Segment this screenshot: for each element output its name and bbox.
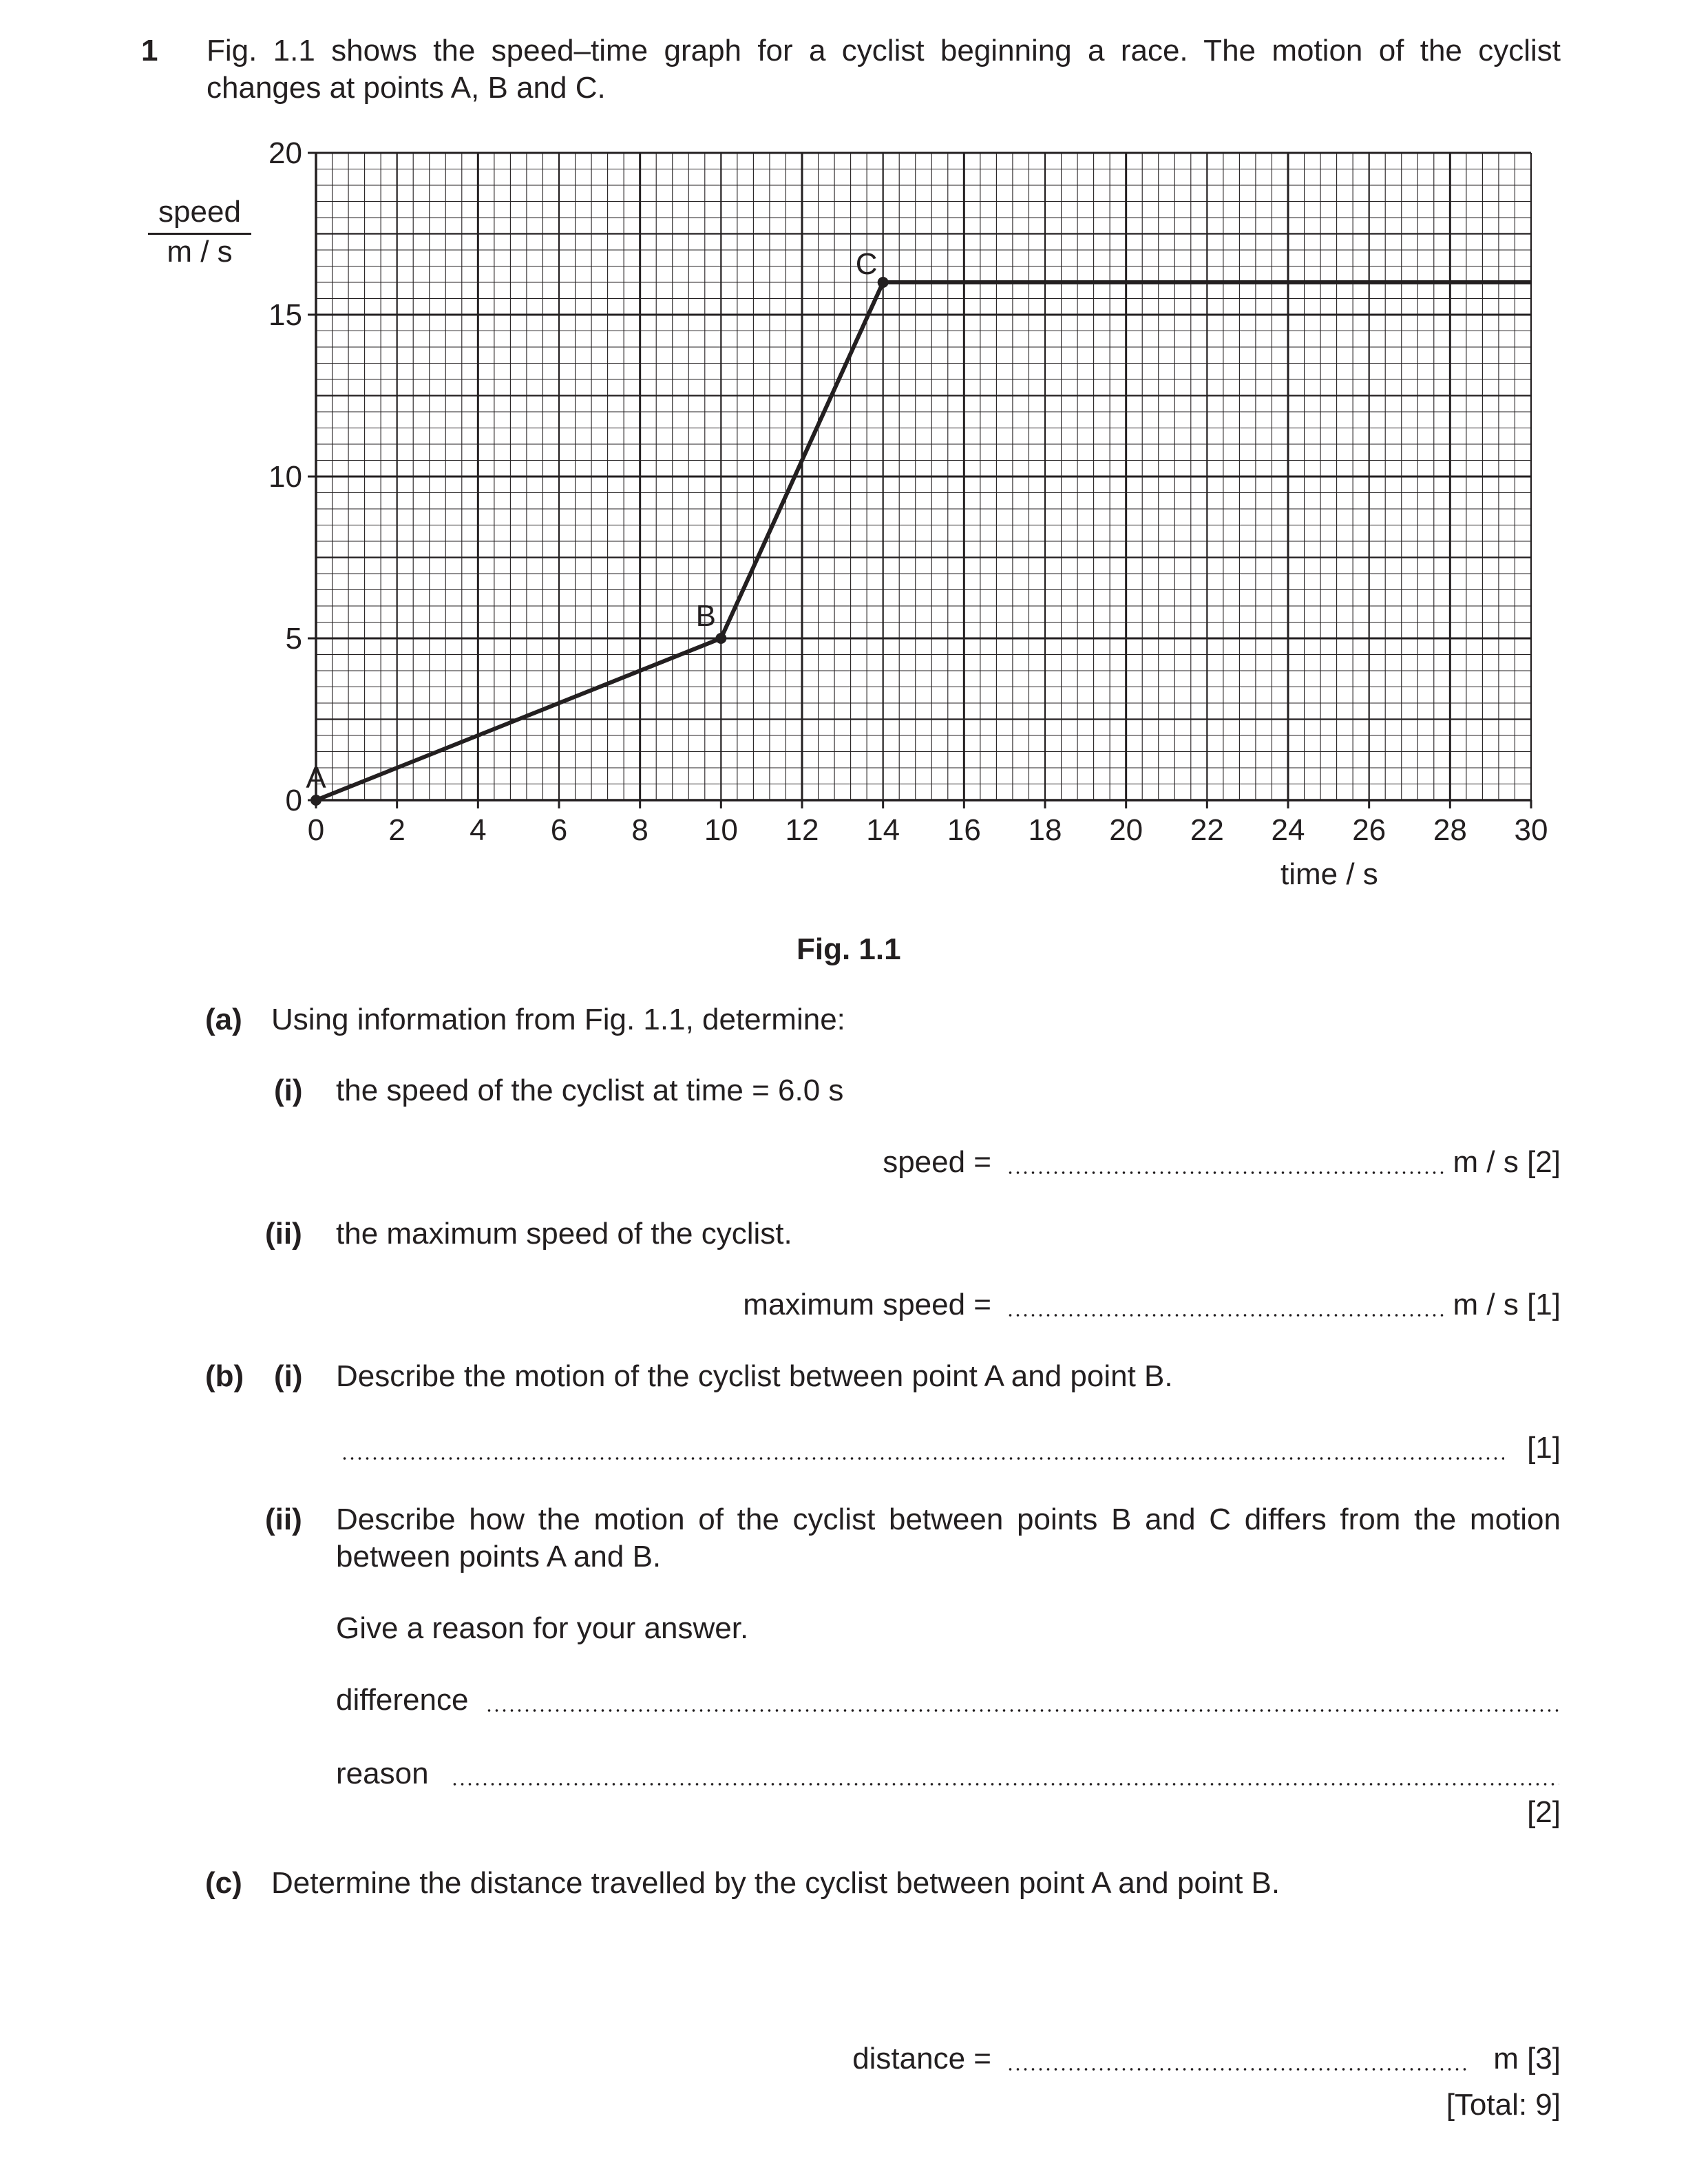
part-a-ii-label: (ii) bbox=[265, 1217, 302, 1251]
y-tick-label: 20 bbox=[268, 136, 302, 170]
total-marks: [Total: 9] bbox=[1446, 2088, 1561, 2122]
part-b-label: (b) bbox=[205, 1359, 244, 1393]
part-a-i-answer-suffix: m / s [2] bbox=[1453, 1145, 1561, 1179]
part-c-answer-prefix: distance = bbox=[852, 2042, 991, 2075]
x-tick-label: 2 bbox=[388, 813, 405, 847]
tick-marks bbox=[308, 153, 1531, 808]
y-tick-label: 10 bbox=[268, 460, 302, 494]
x-tick-label: 4 bbox=[470, 813, 487, 847]
x-tick-label: 16 bbox=[947, 813, 981, 847]
point-label-a: A bbox=[306, 761, 326, 795]
part-a-ii-answer-prefix: maximum speed = bbox=[743, 1288, 991, 1321]
x-tick-label: 26 bbox=[1352, 813, 1387, 847]
x-tick-label: 18 bbox=[1028, 813, 1062, 847]
part-b-ii-text-line1: Describe how the motion of the cyclist between points B and C differs from the motion bbox=[336, 1503, 1561, 1536]
x-tick-label: 30 bbox=[1514, 813, 1548, 847]
part-b-i-text: Describe the motion of the cyclist between point A and point B. bbox=[336, 1359, 1173, 1393]
x-tick-label: 0 bbox=[307, 813, 325, 847]
part-b-ii-difference-line[interactable] bbox=[485, 1708, 1559, 1713]
part-a-ii-text: the maximum speed of the cyclist. bbox=[336, 1217, 792, 1251]
part-c-text: Determine the distance travelled by the cyclist between point A and point B. bbox=[271, 1866, 1280, 1900]
part-a-ii-answer-suffix: m / s [1] bbox=[1453, 1288, 1561, 1321]
part-b-i-marks: [1] bbox=[1527, 1431, 1561, 1465]
speed-time-graph bbox=[0, 0, 1708, 964]
part-a-i-label: (i) bbox=[274, 1074, 303, 1107]
x-tick-label: 14 bbox=[866, 813, 900, 847]
part-c-label: (c) bbox=[205, 1866, 242, 1900]
part-b-ii-marks: [2] bbox=[1527, 1795, 1561, 1829]
question-intro-line1: Fig. 1.1 shows the speed–time graph for a cyclist beginning a race. The motion of the cyclist bbox=[207, 34, 1561, 67]
point-label-b: B bbox=[695, 599, 717, 633]
part-b-ii-reason-line[interactable] bbox=[451, 1782, 1559, 1786]
point-b bbox=[715, 633, 726, 644]
question-number: 1 bbox=[141, 34, 158, 67]
x-tick-label: 12 bbox=[785, 813, 819, 847]
figure-caption: Fig. 1.1 bbox=[797, 932, 901, 966]
x-axis-label: time / s bbox=[1280, 857, 1378, 891]
part-a-label: (a) bbox=[205, 1003, 242, 1036]
point-label-c: C bbox=[855, 247, 878, 281]
y-tick-label: 5 bbox=[285, 622, 302, 656]
part-b-ii-difference-label: difference bbox=[336, 1683, 469, 1717]
y-tick-label: 0 bbox=[285, 784, 302, 817]
part-a-i-answer-prefix: speed = bbox=[883, 1145, 991, 1179]
x-tick-label: 20 bbox=[1109, 813, 1143, 847]
y-axis-label-top: speed bbox=[158, 195, 241, 229]
part-b-i-label: (i) bbox=[274, 1359, 303, 1393]
y-tick-label: 15 bbox=[268, 298, 302, 332]
question-intro-line2: changes at points A, B and C. bbox=[207, 71, 606, 105]
part-b-i-answer-line[interactable] bbox=[341, 1456, 1504, 1461]
x-tick-label: 28 bbox=[1433, 813, 1467, 847]
point-a bbox=[310, 795, 321, 806]
part-b-ii-text-line2: between points A and B. bbox=[336, 1540, 662, 1573]
part-b-ii-reason-label: reason bbox=[336, 1757, 429, 1790]
part-a-i-text: the speed of the cyclist at time = 6.0 s bbox=[336, 1074, 844, 1107]
part-c-answer-line[interactable] bbox=[1006, 2067, 1468, 2071]
x-tick-label: 10 bbox=[704, 813, 738, 847]
x-tick-label: 8 bbox=[631, 813, 649, 847]
part-b-ii-reason-prompt: Give a reason for your answer. bbox=[336, 1611, 749, 1645]
y-axis-label-bottom: m / s bbox=[167, 235, 233, 269]
x-tick-label: 22 bbox=[1190, 813, 1224, 847]
part-c-answer-suffix: m [3] bbox=[1493, 2042, 1561, 2075]
part-a-i-answer-line[interactable] bbox=[1006, 1171, 1446, 1175]
x-tick-label: 6 bbox=[550, 813, 568, 847]
part-b-ii-label: (ii) bbox=[265, 1503, 302, 1536]
part-a-ii-answer-line[interactable] bbox=[1006, 1313, 1446, 1317]
point-c bbox=[878, 277, 889, 288]
x-tick-label: 24 bbox=[1271, 813, 1305, 847]
part-a-text: Using information from Fig. 1.1, determine: bbox=[271, 1003, 845, 1036]
